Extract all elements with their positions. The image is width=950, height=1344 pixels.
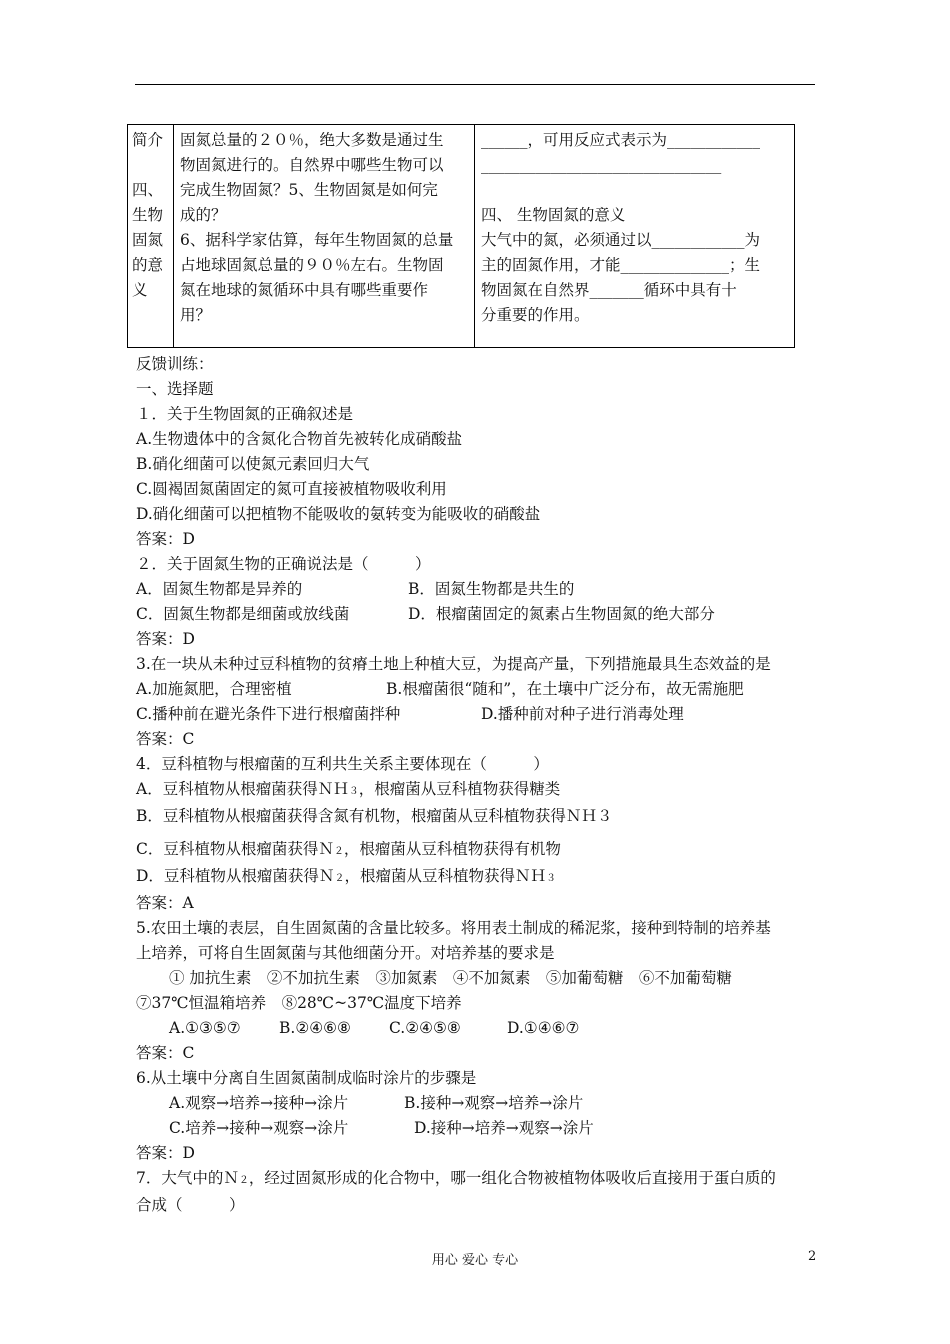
option-line: D.硝化细菌可以把植物不能吸收的氨转变为能吸收的硝酸盐 bbox=[136, 505, 541, 523]
subscript: ３ bbox=[545, 873, 556, 884]
fill-line: 大气中的氮，必须通过以____________为 bbox=[481, 231, 761, 249]
heading-line: 的意 bbox=[132, 256, 164, 274]
option: B．固氮生物都是共生的 bbox=[408, 580, 575, 598]
question-text: ，经过固氮形成的化合物中，哪一组化合物被植物体吸收后直接用于蛋白质的 bbox=[248, 1169, 776, 1187]
option: C．固氮生物都是细菌或放线菌 bbox=[136, 605, 350, 623]
question-line: 6、据科学家估算，每年生物固氮的总量 bbox=[180, 231, 454, 249]
heading-line: 固氮 bbox=[132, 231, 164, 249]
option-line bbox=[136, 837, 836, 864]
question-line: 用？ bbox=[180, 306, 212, 324]
section-subtitle: 一、选择题 bbox=[136, 380, 214, 398]
fill-line: 物固氮在自然界_______循环中具有十 bbox=[481, 281, 737, 299]
exercise-section bbox=[136, 352, 836, 1218]
option-line bbox=[136, 864, 836, 891]
option-line bbox=[136, 777, 836, 804]
option: A．固氮生物都是异养的 bbox=[136, 580, 303, 598]
question-line: 占地球固氮总量的９０％左右。生物固 bbox=[180, 256, 444, 274]
conditions-line: ① 加抗生素 ②不加抗生素 ③加氮素 ④不加氮素 ⑤加葡萄糖 ⑥不加葡萄糖 bbox=[169, 969, 732, 987]
heading-line bbox=[132, 153, 169, 178]
answer-line: 答案：D bbox=[136, 630, 195, 648]
fill-line: _______________________________ bbox=[481, 156, 722, 174]
heading-line: 生物 bbox=[132, 206, 164, 224]
option-row bbox=[136, 602, 836, 627]
option: D．根瘤菌固定的氮素占生物固氮的绝大部分 bbox=[408, 605, 715, 623]
fill-line: 分重要的作用。 bbox=[481, 306, 590, 324]
option-text: C．豆科植物从根瘤菌获得Ｎ bbox=[136, 840, 334, 858]
option-text: ，根瘤菌从豆科植物获得糖类 bbox=[358, 780, 561, 798]
option-line: A.生物遗体中的含氮化合物首先被转化成硝酸盐 bbox=[136, 430, 463, 448]
question-5-cont: 上培养，可将自生固氮菌与其他细菌分开。对培养基的要求是 bbox=[136, 944, 555, 962]
subscript: ２ bbox=[334, 873, 345, 884]
option: A.①③⑤⑦ bbox=[169, 1019, 241, 1037]
option-row bbox=[136, 577, 836, 602]
option-row bbox=[136, 1091, 836, 1116]
answer-line: 答案：C bbox=[136, 730, 195, 748]
option: B.接种→观察→培养→涂片 bbox=[404, 1094, 584, 1112]
heading-line: 简介 bbox=[132, 131, 164, 149]
option: C.培养→接种→观察→涂片 bbox=[169, 1119, 349, 1137]
option: D.播种前对种子进行消毒处理 bbox=[481, 705, 684, 723]
fill-line: ______，可用反应式表示为____________ bbox=[481, 131, 761, 149]
question-4: 4．豆科植物与根瘤菌的互利共生关系主要体现在（ ） bbox=[136, 755, 549, 773]
header-rule bbox=[135, 84, 815, 85]
option-line: C.圆褐固氮菌固定的氮可直接被植物吸收利用 bbox=[136, 480, 447, 498]
question-7-cont: 合成（ ） bbox=[136, 1196, 245, 1214]
option: D.①④⑥⑦ bbox=[507, 1019, 580, 1037]
option: D.接种→培养→观察→涂片 bbox=[414, 1119, 594, 1137]
option-row bbox=[136, 702, 836, 727]
question-line: 成的？ bbox=[180, 206, 227, 224]
option-text: D．豆科植物从根瘤菌获得Ｎ bbox=[136, 867, 335, 885]
option-text: A．豆科植物从根瘤菌获得ＮＨ bbox=[136, 780, 349, 798]
subscript: ３ bbox=[348, 786, 359, 797]
option: C.播种前在避光条件下进行根瘤菌拌种 bbox=[136, 705, 401, 723]
fill-line: 主的固氮作用，才能______________；生 bbox=[481, 256, 761, 274]
subscript: ２ bbox=[333, 846, 344, 857]
content-table bbox=[127, 124, 795, 348]
question-line: 物固氮进行的。自然界中哪些生物可以 bbox=[180, 156, 444, 174]
answer-line: 答案：D bbox=[136, 530, 195, 548]
option-row bbox=[136, 1116, 836, 1141]
page-number: 2 bbox=[808, 1249, 817, 1264]
fill-line: 四、 生物固氮的意义 bbox=[481, 206, 626, 224]
table-col-questions bbox=[174, 125, 475, 348]
question-line: 完成生物固氮？5、生物固氮是如何完 bbox=[180, 181, 438, 199]
heading-line: 四、 bbox=[132, 181, 164, 199]
heading-line: 义 bbox=[132, 281, 148, 299]
option-text: ，根瘤菌从豆科植物获得ＮＨ bbox=[344, 867, 546, 885]
question-line: 氮在地球的氮循环中具有哪些重要作 bbox=[180, 281, 429, 299]
question-1: １．关于生物固氮的正确叙述是 bbox=[136, 405, 354, 423]
table-col-fill-in bbox=[475, 125, 795, 348]
question-3: 3.在一块从未种过豆科植物的贫瘠土地上种植大豆，为提高产量，下列措施最具生态效益的是 bbox=[136, 655, 771, 673]
table-col-heading bbox=[128, 125, 174, 348]
option-line: B.硝化细菌可以使氮元素回归大气 bbox=[136, 455, 370, 473]
conditions-line: ⑦37℃恒温箱培养 ⑧28℃~37℃温度下培养 bbox=[136, 994, 462, 1012]
option-row bbox=[136, 1016, 836, 1041]
option: C.②④⑤⑧ bbox=[389, 1019, 461, 1037]
option-line: B．豆科植物从根瘤菌获得含氮有机物，根瘤菌从豆科植物获得ＮＨ３ bbox=[136, 807, 613, 825]
question-7 bbox=[136, 1166, 836, 1193]
answer-line: 答案：A bbox=[136, 894, 194, 912]
subscript: ２ bbox=[238, 1175, 249, 1186]
answer-line: 答案：D bbox=[136, 1144, 195, 1162]
question-line: 固氮总量的２０％，绝大多数是通过生 bbox=[180, 131, 444, 149]
answer-line: 答案：C bbox=[136, 1044, 195, 1062]
fill-line bbox=[481, 178, 788, 203]
option: B.根瘤菌很“随和”，在土壤中广泛分布，故无需施肥 bbox=[386, 680, 744, 698]
option: B.②④⑥⑧ bbox=[279, 1019, 351, 1037]
question-text: 7．大气中的Ｎ bbox=[136, 1169, 239, 1187]
option: A.加施氮肥，合理密植 bbox=[136, 680, 292, 698]
option-text: ，根瘤菌从豆科植物获得有机物 bbox=[343, 840, 561, 858]
option-row bbox=[136, 677, 836, 702]
question-6: 6.从土壤中分离自生固氮菌制成临时涂片的步骤是 bbox=[136, 1069, 477, 1087]
option: A.观察→培养→接种→涂片 bbox=[169, 1094, 349, 1112]
question-2: ２．关于固氮生物的正确说法是（ ） bbox=[136, 555, 431, 573]
section-title: 反馈训练： bbox=[136, 355, 214, 373]
question-5: 5.农田土壤的表层，自生固氮菌的含量比较多。将用表土制成的稀泥浆，接种到特制的培养基 bbox=[136, 919, 771, 937]
page-footer: 用心 爱心 专心 bbox=[431, 1253, 519, 1268]
